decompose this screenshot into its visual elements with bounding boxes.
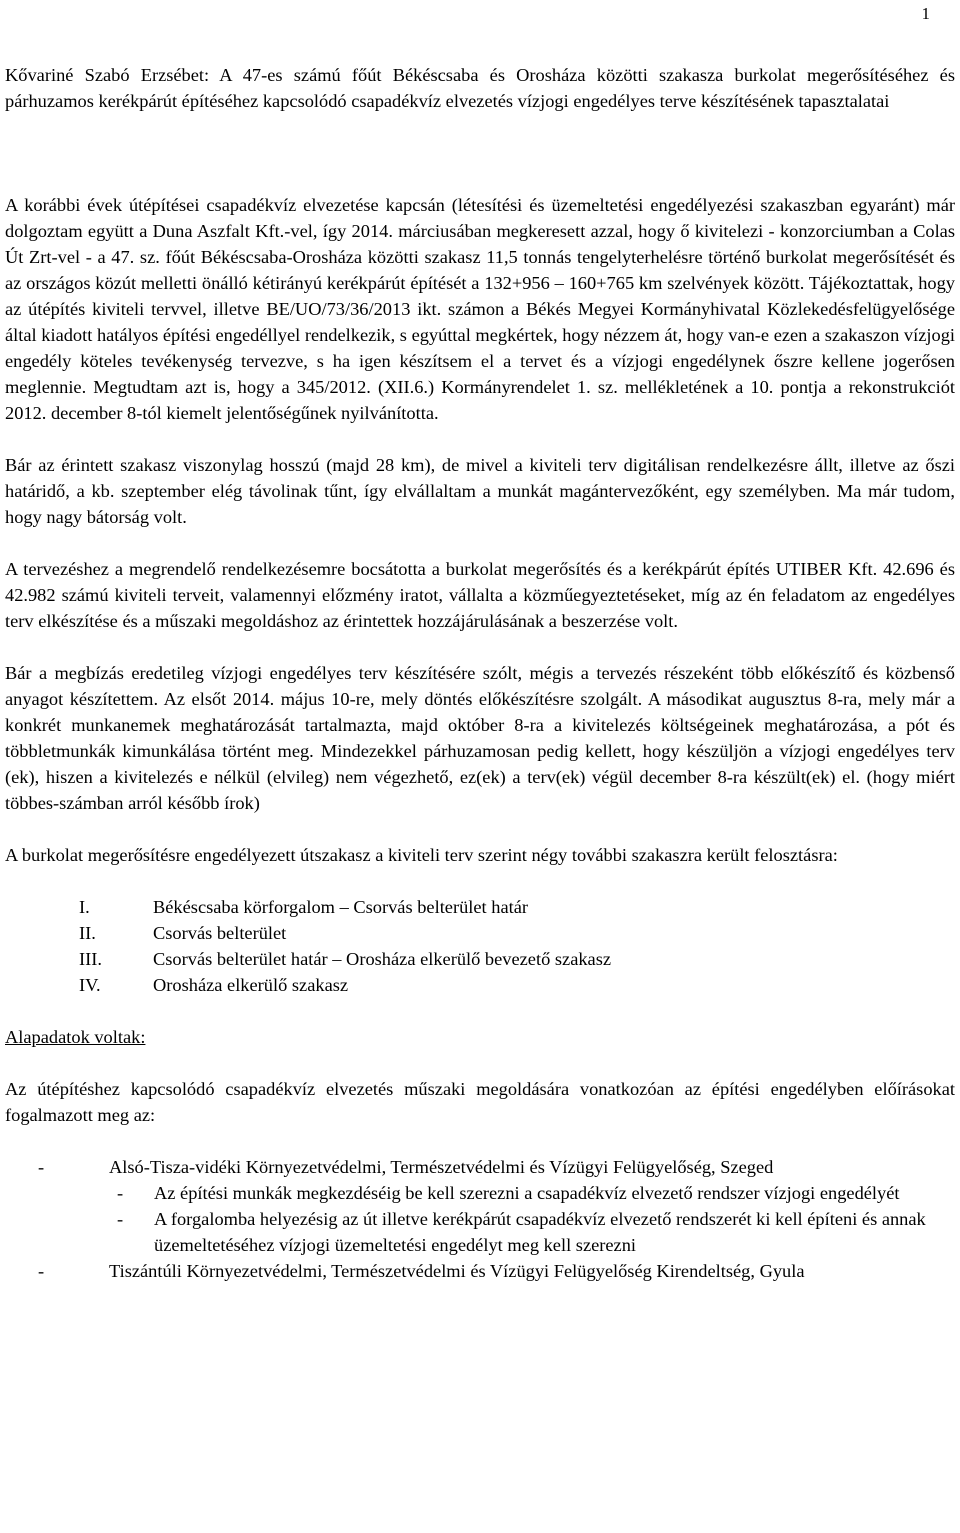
list-item-text: Csorvás belterület határ – Orosháza elkerülő bevezető szakasz [153, 949, 612, 969]
list-item [5, 1154, 955, 1180]
list-item [5, 920, 955, 946]
list-item-number: III. [79, 949, 102, 969]
authority-name: Tiszántúli Környezetvédelmi, Természetvédelmi és Vízügyi Felügyelőség Kirendeltség, Gyula [109, 1261, 805, 1281]
paragraph-permit: Az útépítéshez kapcsolódó csapadékvíz elvezetés műszaki megoldására vonatkozóan az építési engedélyben előírásokat fogalmazott meg az: [5, 1079, 955, 1125]
dash-bullet: - [117, 1183, 124, 1203]
document-title: Kővariné Szabó Erzsébet: A 47-es számú főút Békéscsaba és Orosháza közötti szakasza burkolat megerősítéséhez és párhuzamos kerékpárút építéséhez kapcsolódó csapadékvíz elvezetés vízjogi engedélyes terve készítésének tapasztalatai [5, 65, 955, 111]
section-list [5, 894, 955, 998]
heading-alapadatok: Alapadatok voltak: [5, 1027, 146, 1047]
dash-bullet: - [38, 1157, 45, 1177]
list-item-number: II. [79, 923, 96, 943]
page-number: 1 [921, 4, 930, 23]
list-item [5, 1206, 955, 1258]
list-item [5, 1180, 955, 1206]
requirement-text: Az építési munkák megkezdéséig be kell szerezni a csapadékvíz elvezető rendszer vízjogi engedélyét [154, 1183, 900, 1203]
paragraph-scope: Bár az érintett szakasz viszonylag hosszú (majd 28 km), de mivel a kiviteli terv digitálisan rendelkezésre állt, illetve az őszi határidő, a kb. szeptember elég távolinak tűnt, így elvállaltam a munkát magántervezőként, egy személyben. Ma már tudom, hogy nagy bátorság volt. [5, 455, 955, 527]
requirement-text: A forgalomba helyezésig az út illetve kerékpárút csapadékvíz elvezető rendszerét ki kell építeni és annak üzemeltetéséhez vízjogi üzemeltetési engedélyt meg kell szerezni [154, 1209, 926, 1255]
list-item [5, 1258, 955, 1284]
list-item-number: IV. [79, 975, 101, 995]
authority-name: Alsó-Tisza-vidéki Környezetvédelmi, Természetvédelmi és Vízügyi Felügyelőség, Szeged [109, 1157, 774, 1177]
authority-list-2 [5, 1258, 955, 1284]
authority-list [5, 1154, 955, 1180]
dash-bullet: - [117, 1209, 124, 1229]
list-item-number: I. [79, 897, 90, 917]
paragraph-deliverables: Bár a megbízás eredetileg vízjogi engedélyes terv készítésére szólt, mégis a tervezés részeként több előkészítő és közbenső anyagot készítettem. Az elsőt 2014. május 10-re, mely döntés előkészítésre szolgált. A másodikat augusztus 8-ra, mely már a konkrét munkanemek meghatározását tartalmazta, majd október 8-ra a kivitelezés költségeinek meghatározása, a pót és többletmunkák kimunkálása történt meg. Mindezekkel párhuzamosan pedig kellett, hogy készüljön a vízjogi engedélyes terv (ek), hiszen a kivitelezés e nélkül (elvileg) nem végezhető, ez(ek) a terv(ek) végül december 8-ra készült(ek) el. (hogy miért többes-számban arról később írok) [5, 663, 955, 813]
document-body [5, 62, 955, 1284]
requirement-list [5, 1180, 955, 1258]
paragraph-intro: A korábbi évek útépítései csapadékvíz elvezetése kapcsán (létesítési és üzemeltetési engedélyezési szakaszban egyaránt) már dolgoztam együtt a Duna Aszfalt Kft.-vel, így 2014. márciusában megkeresett azzal, hogy ő kivitelezi - konzorciumban a Colas Út Zrt-vel - a 47. sz. főút Békéscsaba-Orosháza közötti szakasz 11,5 tonnás tengelyterhelésre történő burkolat megerősítését és az országos közút melletti önálló kétirányú kerékpárút építését a 132+956 – 160+765 km szelvények között. Tájékoztattak, hogy az útépítés kiviteli tervvel, illetve BE/UO/73/36/2013 ikt. számon a Békés Megyei Kormányhivatal Közlekedésfelügyelősége által kiadott hatályos építési engedéllyel rendelkezik, s egyúttal megkértek, hogy nézzem át, hogy van-e ezen a szakaszon vízjogi engedély köteles tevékenység tervezve, s ha igen készítsem el a tervet és a vízjogi engedélynek őszre kellene jogerősen meglennie. Megtudtam azt is, hogy a 345/2012. (XII.6.) Kormányrendelet 1. sz. mellékletének a 10. pontja a rekonstrukciót 2012. december 8-tól kiemelt jelentőségűnek nyilvánította. [5, 195, 955, 423]
list-item-text: Csorvás belterület [153, 923, 287, 943]
paragraph-materials: A tervezéshez a megrendelő rendelkezésemre bocsátotta a burkolat megerősítés és a kerékpárút építés UTIBER Kft. 42.696 és 42.982 számú kiviteli terveit, valamennyi előzmény iratot, vállalta a közműegyeztetéseket, míg az én feladatom az engedélyes terv elkészítése és a műszaki megoldáshoz az érintettek hozzájárulásának a beszerzése volt. [5, 559, 955, 631]
list-item-text: Békéscsaba körforgalom – Csorvás belterület határ [153, 897, 529, 917]
list-item-text: Orosháza elkerülő szakasz [153, 975, 349, 995]
list-item [5, 972, 955, 998]
paragraph-sections-intro: A burkolat megerősítésre engedélyezett útszakasz a kiviteli terv szerint négy további szakaszra került felosztásra: [5, 845, 838, 865]
list-item [5, 894, 955, 920]
dash-bullet: - [38, 1261, 45, 1281]
list-item [5, 946, 955, 972]
